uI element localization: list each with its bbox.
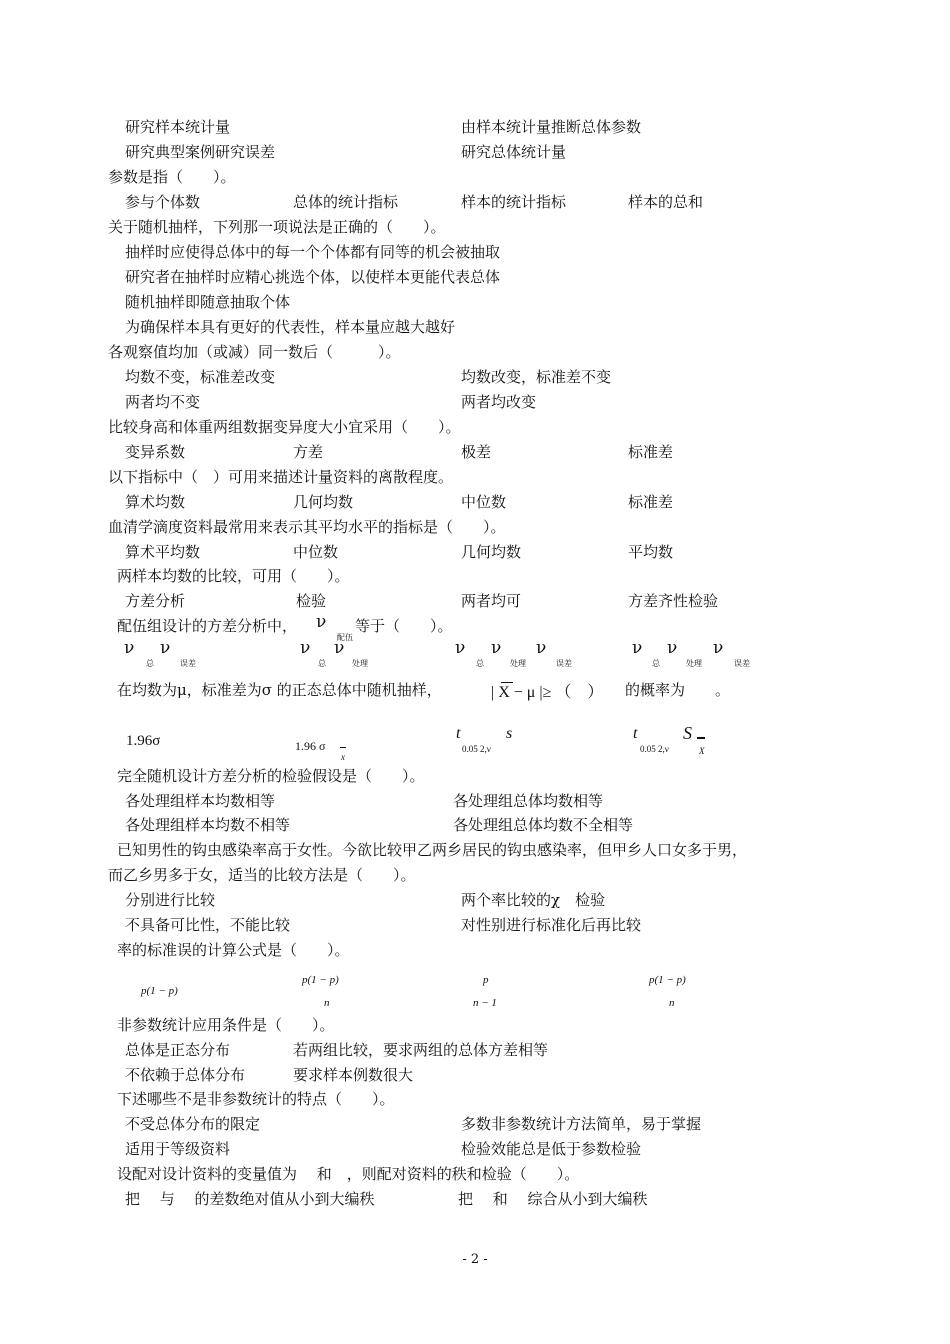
question-text: 以下指标中（ ）可用来描述计量资料的离散程度。 (108, 468, 454, 486)
option-formula: 1.96σ (126, 733, 161, 749)
option-text: 算术平均数 (125, 543, 201, 561)
option-text: 研究典型案例研究误差 (125, 143, 276, 161)
question-text: 的概率为 (625, 681, 686, 699)
subscript: 0.05 2,ν (462, 744, 491, 754)
option-text: 总体是正态分布 (125, 1041, 231, 1059)
option-text: 若两组比较，要求两组的总体方差相等 (293, 1041, 549, 1059)
option-formula: p(1 − p) (649, 974, 686, 986)
option-text: 均数改变，标准差不变 (461, 368, 612, 386)
nu-symbol: ν (300, 638, 311, 658)
question-text: 参数是指（ ）。 (108, 168, 236, 186)
option-text: 不依赖于总体分布 (125, 1066, 246, 1084)
question-text: 关于随机抽样，下列那一项说法是正确的（ ）。 (108, 218, 446, 236)
question-text: 比较身高和体重两组数据变异度大小宜采用（ ）。 (108, 418, 461, 436)
option-text: 随机抽样即随意抽取个体 (125, 293, 291, 311)
subscript: 总 (318, 659, 326, 668)
question-text: 已知男性的钩虫感染率高于女性。今欲比较甲乙两乡居民的钩虫感染率，但甲乡人口女多于男， (117, 841, 748, 859)
subscript: 误差 (180, 659, 196, 668)
option-text: 不具备可比性，不能比较 (125, 916, 291, 934)
option-formula: 1.96 σ (295, 739, 326, 753)
option-text: 为确保样本具有更好的代表性，样本量应越大越好 (125, 318, 456, 336)
subscript: 误差 (734, 659, 750, 668)
s-symbol: s (506, 725, 513, 742)
option-text: 算术均数 (125, 493, 186, 511)
nu-symbol: ν (667, 638, 678, 658)
option-text: 检验 (296, 592, 327, 610)
option-text: 抽样时应使得总体中的每一个个体都有同等的机会被抽取 (125, 243, 501, 261)
question-text: 配伍组设计的方差分析中， (117, 617, 298, 635)
option-text: 各处理组样本均数不相等 (125, 816, 291, 834)
question-text: 设配对设计资料的变量值为 和 ，则配对资料的秩和检验（ ）。 (117, 1165, 580, 1183)
option-text: 中位数 (461, 493, 507, 511)
subscript: 处理 (352, 659, 368, 668)
option-text: 两者均改变 (461, 393, 537, 411)
option-text: 标准差 (628, 493, 674, 511)
option-text: 研究总体统计量 (461, 143, 567, 161)
question-text: 两样本均数的比较，可用（ ）。 (117, 567, 350, 585)
option-text: 两个率比较的χ 检验 (461, 891, 606, 909)
option-text: 平均数 (628, 543, 674, 561)
option-text: 两者均可 (461, 592, 522, 610)
subscript: x (341, 752, 345, 762)
S-symbol: S (683, 723, 692, 743)
question-text: 各观察值均加（或减）同一数后（ ）。 (108, 343, 401, 361)
option-text: 多数非参数统计方法简单，易于掌握 (461, 1115, 702, 1133)
nu-symbol: ν (124, 638, 135, 658)
option-text: 分别进行比较 (125, 891, 216, 909)
question-text: 非参数统计应用条件是（ ）。 (117, 1016, 335, 1034)
question-text: 完全随机设计方差分析的检验假设是（ ）。 (117, 767, 425, 785)
nu-symbol: ν (632, 638, 643, 658)
option-text: 不受总体分布的限定 (125, 1115, 261, 1133)
option-text: 把 与 的差数绝对值从小到大编秩 (125, 1190, 375, 1208)
abs-expr-text: | X − μ |≥ （ ） (491, 684, 604, 701)
option-text: 各处理组总体均数相等 (453, 792, 604, 810)
question-text: 在均数为μ，标准差为σ 的正态总体中随机抽样， (117, 681, 442, 699)
question-text: 等于（ ）。 (355, 617, 453, 635)
option-text: 研究样本统计量 (125, 118, 231, 136)
option-formula: p (483, 974, 489, 986)
option-text: 把 和 综合从小到大编秩 (458, 1190, 648, 1208)
nu-symbol: ν (536, 638, 547, 658)
option-formula: p(1 − p) (141, 985, 178, 997)
option-text: 方差齐性检验 (628, 592, 719, 610)
option-text: 两者均不变 (125, 393, 201, 411)
subscript: 总 (146, 659, 154, 668)
option-text: 变异系数 (125, 443, 186, 461)
option-formula: n (669, 997, 675, 1009)
option-text: 几何均数 (293, 493, 354, 511)
option-text: 适用于等级资料 (125, 1140, 231, 1158)
option-text: 由样本统计量推断总体参数 (461, 118, 642, 136)
option-text: 方差分析 (125, 592, 186, 610)
question-text: 率的标准误的计算公式是（ ）。 (117, 941, 350, 959)
nu-symbol: ν (455, 638, 466, 658)
nu-symbol: ν (160, 638, 171, 658)
subscript: 误差 (556, 659, 572, 668)
subscript: 处理 (686, 659, 702, 668)
option-text: 各处理组总体均数不全相等 (453, 816, 634, 834)
option-text: 方差 (293, 443, 324, 461)
subscript: 总 (476, 659, 484, 668)
option-text: 样本的统计指标 (461, 193, 567, 211)
option-text: 总体的统计指标 (293, 193, 399, 211)
period: 。 (715, 681, 731, 699)
option-text: 中位数 (293, 543, 339, 561)
subscript: 处理 (510, 659, 526, 668)
option-text: 极差 (461, 443, 492, 461)
nu-symbol: ν (713, 638, 724, 658)
option-formula: p(1 − p) (302, 974, 339, 986)
option-text: 均数不变，标准差改变 (125, 368, 276, 386)
subscript: 总 (652, 659, 660, 668)
question-text: 下述哪些不是非参数统计的特点（ ）。 (117, 1090, 395, 1108)
option-text: 对性别进行标准化后再比较 (461, 916, 642, 934)
nu-symbol: ν (491, 638, 502, 658)
option-text: 几何均数 (461, 543, 522, 561)
nu-symbol: ν (316, 612, 327, 632)
subscript: 0.05 2,ν (640, 744, 669, 754)
question-text: 血清学滴度资料最常用来表示其平均水平的指标是（ ）。 (108, 518, 506, 536)
option-formula: n (324, 997, 330, 1009)
option-text: 检验效能总是低于参数检验 (461, 1140, 642, 1158)
option-text: 样本的总和 (628, 193, 704, 211)
option-text: 各处理组样本均数相等 (125, 792, 276, 810)
option-text: 要求样本例数很大 (293, 1066, 414, 1084)
nu-symbol: ν (334, 638, 345, 658)
option-text: 标准差 (628, 443, 674, 461)
t-symbol: t (456, 725, 461, 742)
option-text: 参与个体数 (125, 193, 201, 211)
abs-expression (491, 679, 603, 702)
subscript: 配伍 (337, 633, 353, 642)
t-symbol: t (633, 725, 638, 742)
subscript: X (699, 746, 705, 756)
question-text: 而乙乡男多于女，适当的比较方法是（ ）。 (108, 866, 416, 884)
page-number: - 2 - (462, 1252, 488, 1267)
option-text: 研究者在抽样时应精心挑选个体，以使样本更能代表总体 (125, 268, 501, 286)
option-formula: n − 1 (473, 997, 497, 1009)
